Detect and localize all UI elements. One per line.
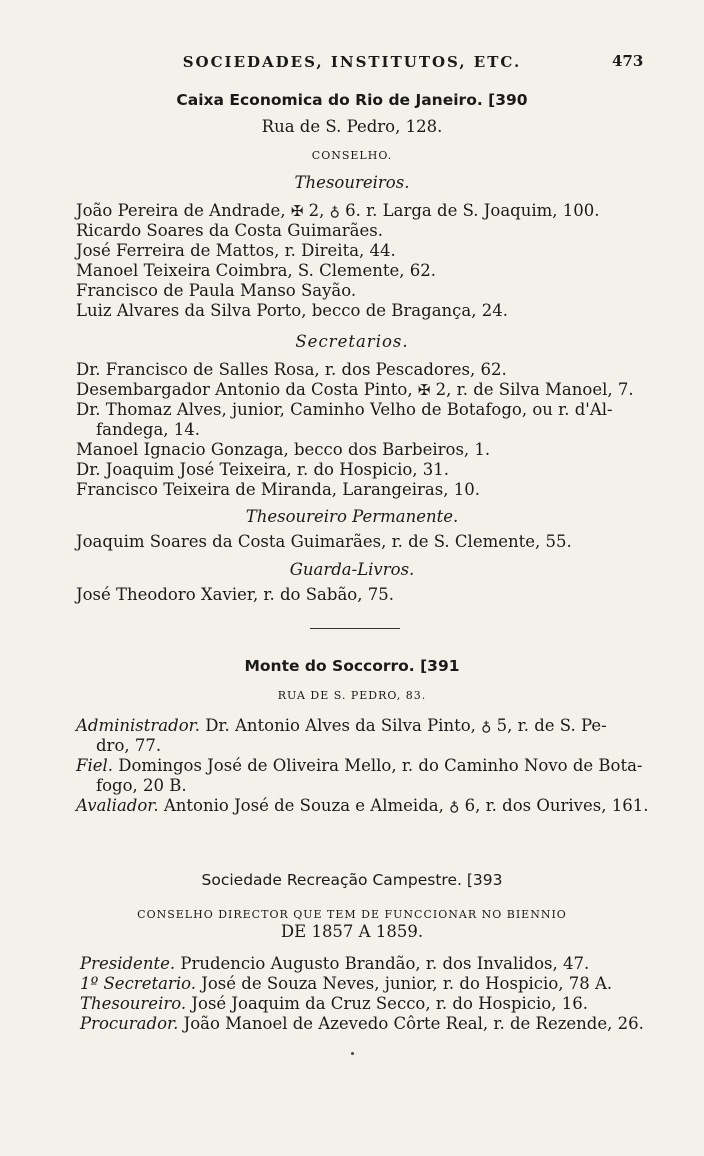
- tesoureiro-entry-5: Francisco de Paula Manso Sayão.: [76, 281, 357, 300]
- recreacao-conselho-line1: CONSELHO DIRECTOR QUE TEM DE FUNCCIONAR NO BIENNIO: [137, 908, 567, 921]
- cross-icon: ✠: [417, 381, 431, 399]
- recreacao-tesoureiro: [80, 994, 588, 1014]
- tesoureiro-entry-2: Ricardo Soares da Costa Guimarães.: [76, 221, 383, 240]
- guarda-livros-heading: Guarda-Livros.: [289, 560, 415, 579]
- tesoureiro-permanente-heading: Thesoureiro Permanente.: [245, 507, 459, 526]
- entry-text: João Pereira de Andrade,: [76, 201, 286, 220]
- monte-address: RUA DE S. PEDRO, 83.: [277, 689, 427, 702]
- role-label: Procurador.: [80, 1014, 179, 1033]
- running-title: SOCIEDADES, INSTITUTOS, ETC.: [182, 53, 522, 71]
- caixa-conselho-label: CONSELHO.: [311, 149, 393, 162]
- tesoureiros-heading: Thesoureiros.: [294, 173, 410, 192]
- guarda-livros-entry: José Theodoro Xavier, r. do Sabão, 75.: [76, 585, 394, 604]
- secretario-entry-6: Francisco Teixeira de Miranda, Larangeiras, 10.: [76, 480, 480, 499]
- recreacao-conselho-line2: DE 1857 A 1859.: [280, 922, 424, 941]
- entry-text: 5, r. de S. Pe-: [496, 716, 607, 735]
- section-divider: [310, 628, 400, 629]
- secretario-entry-5: Dr. Joaquim José Teixeira, r. do Hospicio, 31.: [76, 460, 450, 479]
- recreacao-secretario: [80, 974, 612, 994]
- recreacao-presidente: [80, 954, 589, 974]
- tesoureiro-permanente-entry: Joaquim Soares da Costa Guimarães, r. de S. Clemente, 55.: [76, 532, 572, 551]
- entry-text: Prudencio Augusto Brandão, r. dos Invalidos, 47.: [180, 954, 590, 973]
- entry-text: 6. r. Larga de S. Joaquim, 100.: [345, 201, 600, 220]
- role-label: Administrador.: [76, 716, 200, 735]
- entry-text: 2,: [308, 201, 325, 220]
- secretario-entry-2: [76, 380, 634, 400]
- entry-text: Antonio José de Souza e Almeida,: [163, 796, 444, 815]
- monte-administrador: [76, 716, 607, 737]
- ornament-icon: ♁: [481, 719, 492, 735]
- entry-text: 6, r. dos Ourives, 161.: [464, 796, 649, 815]
- entry-text: João Manoel de Azevedo Côrte Real, r. de Rezende, 26.: [183, 1014, 644, 1033]
- role-label: Avaliador.: [76, 796, 159, 815]
- secretario-entry-4: Manoel Ignacio Gonzaga, becco dos Barbeiros, 1.: [76, 440, 491, 459]
- ornament-icon: ♁: [449, 799, 460, 815]
- caixa-address: Rua de S. Pedro, 128.: [261, 117, 443, 136]
- role-label: Fiel.: [76, 756, 114, 775]
- secretario-entry-1: Dr. Francisco de Salles Rosa, r. dos Pescadores, 62.: [76, 360, 507, 379]
- role-label: 1º Secretario.: [80, 974, 196, 993]
- tesoureiro-entry-6: Luiz Alvares da Silva Porto, becco de Bragança, 24.: [76, 301, 508, 320]
- role-label: Thesoureiro.: [80, 994, 187, 1013]
- recreacao-procurador: [80, 1014, 644, 1034]
- monte-avaliador: [76, 796, 648, 817]
- secretario-entry-3: Dr. Thomaz Alves, junior, Caminho Velho de Botafogo, ou r. d'Al-: [76, 400, 613, 419]
- entry-text: José de Souza Neves, junior, r. do Hospicio, 78 A.: [201, 974, 613, 993]
- entry-text: Domingos José de Oliveira Mello, r. do Caminho Novo de Bota-: [118, 756, 643, 775]
- entry-text: Dr. Antonio Alves da Silva Pinto,: [205, 716, 476, 735]
- entry-text: Desembargador Antonio da Costa Pinto,: [76, 380, 413, 399]
- secretarios-heading: Secretarios.: [295, 332, 409, 351]
- tesoureiro-entry-1: [76, 201, 600, 222]
- cross-icon: ✠: [290, 202, 304, 220]
- caixa-title: Caixa Economica do Rio de Janeiro. [390: [176, 91, 528, 109]
- tesoureiro-entry-4: Manoel Teixeira Coimbra, S. Clemente, 62.: [76, 261, 436, 280]
- monte-fiel: [76, 756, 643, 776]
- print-speck: [351, 1052, 354, 1055]
- ornament-icon: ♁: [329, 204, 340, 220]
- tesoureiro-entry-3: José Ferreira de Mattos, r. Direita, 44.: [76, 241, 396, 260]
- monte-administrador-cont: dro, 77.: [96, 736, 162, 755]
- monte-title: Monte do Soccorro. [391: [244, 657, 460, 675]
- entry-text: 2, r. de Silva Manoel, 7.: [435, 380, 634, 399]
- secretario-entry-3-cont: fandega, 14.: [96, 420, 201, 439]
- recreacao-title: Sociedade Recreação Campestre. [393: [201, 871, 503, 889]
- monte-fiel-cont: fogo, 20 B.: [96, 776, 187, 795]
- page-number: 473: [612, 52, 644, 70]
- role-label: Presidente.: [80, 954, 176, 973]
- entry-text: José Joaquim da Cruz Secco, r. do Hospicio, 16.: [191, 994, 588, 1013]
